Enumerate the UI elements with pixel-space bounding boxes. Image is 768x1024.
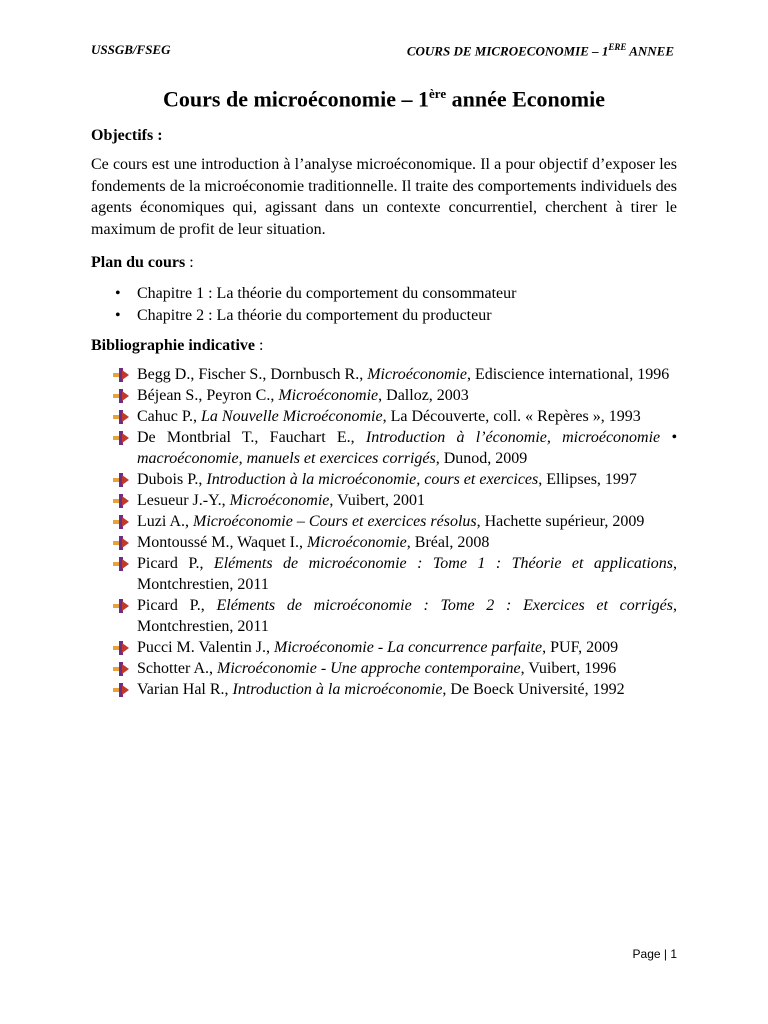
bibliography-item — [91, 385, 677, 406]
bibliography-publisher: , Vuibert, 2001 — [329, 492, 426, 510]
title-main: Cours de microéconomie – 1 — [163, 86, 430, 112]
arrow-bullet-icon — [113, 640, 129, 656]
bibliography-authors: Dubois P., — [137, 471, 207, 489]
arrow-bullet-icon — [113, 535, 129, 551]
bibliography-authors: Schotter A., — [137, 660, 217, 678]
plan-heading — [91, 252, 677, 273]
header-right — [407, 42, 674, 59]
objectifs-paragraph: Ce cours est une introduction à l’analyse microéconomique. Il a pour objectif d’exposer les fondements de la microéconomie traditionnelle. Il traite des comportements individuels des agents économiques qui, agissant dans un contexte concurrentiel, cherchent à tirer le maximum de profit de leur situation. — [91, 156, 677, 238]
bibliography-publisher: , De Boeck Université, 1992 — [442, 681, 625, 699]
bibliography-title: Eléments de microéconomie : Tome 2 : Exercices et corrigés — [216, 597, 674, 615]
bibliography-publisher: , Ellipses, 1997 — [538, 471, 637, 489]
arrow-bullet-icon — [113, 514, 129, 530]
arrow-bullet-icon — [113, 556, 129, 572]
bibliography-publisher: , Montchrestien, 2011 — [137, 555, 677, 594]
bibliography-title: Microéconomie — [306, 534, 407, 552]
bibliography-title: Eléments de microéconomie : Tome 1 : Théorie et applications — [213, 555, 673, 573]
arrow-bullet-icon — [113, 472, 129, 488]
plan-heading-colon: : — [185, 254, 194, 272]
bibliography-title: Microéconomie — [367, 366, 468, 384]
bibliography-title: Microéconomie — [229, 492, 330, 510]
plan-item — [91, 305, 677, 327]
bibliography-authors: De Montbrial T., Fauchart E., — [137, 429, 366, 447]
objectifs-heading: Objectifs : — [91, 127, 163, 144]
bibliography-publisher: , Montchrestien, 2011 — [137, 597, 678, 636]
bibliography-title: Introduction à l’économie, microéconomie • macroéconomie, manuels et exercices corrigés — [137, 429, 677, 468]
page-footer: Page | 1 — [632, 947, 677, 961]
plan-item — [91, 283, 677, 305]
bibliography-title: Introduction à la microéconomie — [232, 681, 443, 699]
bibliography-authors: Picard P., — [137, 555, 214, 573]
bibliography-publisher: , La Découverte, coll. « Repères », 1993 — [382, 408, 641, 426]
bibliography-authors: Picard P., — [137, 597, 217, 615]
bibliography-publisher: , Dalloz, 2003 — [378, 387, 469, 405]
bibliography-authors: Begg D., Fischer S., Dornbusch R., — [137, 366, 368, 384]
bibliography-item — [91, 595, 677, 637]
header-right-sup: ERE — [608, 42, 627, 52]
bibliography-publisher: , Ediscience international, 1996 — [467, 366, 670, 384]
bibliography-item — [91, 490, 677, 511]
bibliography-title: Microéconomie - Une approche contemporaine — [217, 660, 521, 678]
title-tail: année Economie — [446, 86, 605, 112]
bibliography-list — [91, 364, 677, 700]
bibliography-authors: Lesueur J.-Y., — [137, 492, 230, 510]
header-left: USSGB/FSEG — [91, 42, 171, 57]
bibliography-title: La Nouvelle Microéconomie — [201, 408, 383, 426]
bullet-icon: • — [115, 307, 121, 325]
bibliography-item — [91, 406, 677, 427]
bibliography-item — [91, 511, 677, 532]
bibliographie-heading-text: Bibliographie indicative — [91, 337, 256, 355]
bibliography-publisher: , Dunod, 2009 — [435, 450, 528, 468]
bibliography-item — [91, 427, 677, 469]
bibliography-title: Introduction à la microéconomie, cours et exercices — [206, 471, 539, 489]
plan-item-text: Chapitre 2 : La théorie du comportement du producteur — [137, 307, 492, 325]
header-right-main: COURS DE MICROECONOMIE – 1 — [406, 43, 609, 59]
bibliography-item — [91, 532, 677, 553]
bibliography-authors: Pucci M. Valentin J., — [137, 639, 275, 657]
bibliography-publisher: , Vuibert, 1996 — [520, 660, 617, 678]
bibliographie-heading-colon: : — [255, 337, 264, 355]
bibliography-item — [91, 679, 677, 700]
bibliography-item — [91, 553, 677, 595]
bibliography-item — [91, 364, 677, 385]
arrow-bullet-icon — [113, 388, 129, 404]
bibliography-title: Microéconomie - La concurrence parfaite — [274, 639, 543, 657]
arrow-bullet-icon — [113, 409, 129, 425]
arrow-bullet-icon — [113, 430, 129, 446]
bibliographie-heading — [91, 335, 677, 356]
bibliography-publisher: , Bréal, 2008 — [406, 534, 490, 552]
bullet-icon: • — [115, 285, 121, 303]
plan-heading-text: Plan du cours — [91, 254, 186, 272]
plan-item-text: Chapitre 1 : La théorie du comportement du consommateur — [137, 285, 517, 303]
bibliography-title: Microéconomie – Cours et exercices résolus — [193, 513, 477, 531]
main-content — [91, 125, 677, 700]
plan-list — [91, 283, 677, 327]
bibliography-authors: Luzi A., — [137, 513, 193, 531]
bibliography-authors: Béjean S., Peyron C., — [137, 387, 279, 405]
arrow-bullet-icon — [113, 598, 129, 614]
arrow-bullet-icon — [113, 493, 129, 509]
bibliography-publisher: , PUF, 2009 — [542, 639, 619, 657]
bibliography-publisher: , Hachette supérieur, 2009 — [476, 513, 645, 531]
bibliography-item — [91, 469, 677, 490]
bibliography-authors: Cahuc P., — [137, 408, 201, 426]
running-header — [91, 42, 674, 59]
arrow-bullet-icon — [113, 661, 129, 677]
bibliography-item — [91, 658, 677, 679]
header-right-tail: ANNEE — [626, 43, 674, 59]
bibliography-item — [91, 637, 677, 658]
bibliography-title: Microéconomie — [278, 387, 379, 405]
bibliography-authors: Montoussé M., Waquet I., — [137, 534, 307, 552]
title-sup: ère — [429, 86, 447, 101]
bibliography-authors: Varian Hal R., — [137, 681, 233, 699]
arrow-bullet-icon — [113, 682, 129, 698]
arrow-bullet-icon — [113, 367, 129, 383]
page-title — [0, 86, 768, 112]
